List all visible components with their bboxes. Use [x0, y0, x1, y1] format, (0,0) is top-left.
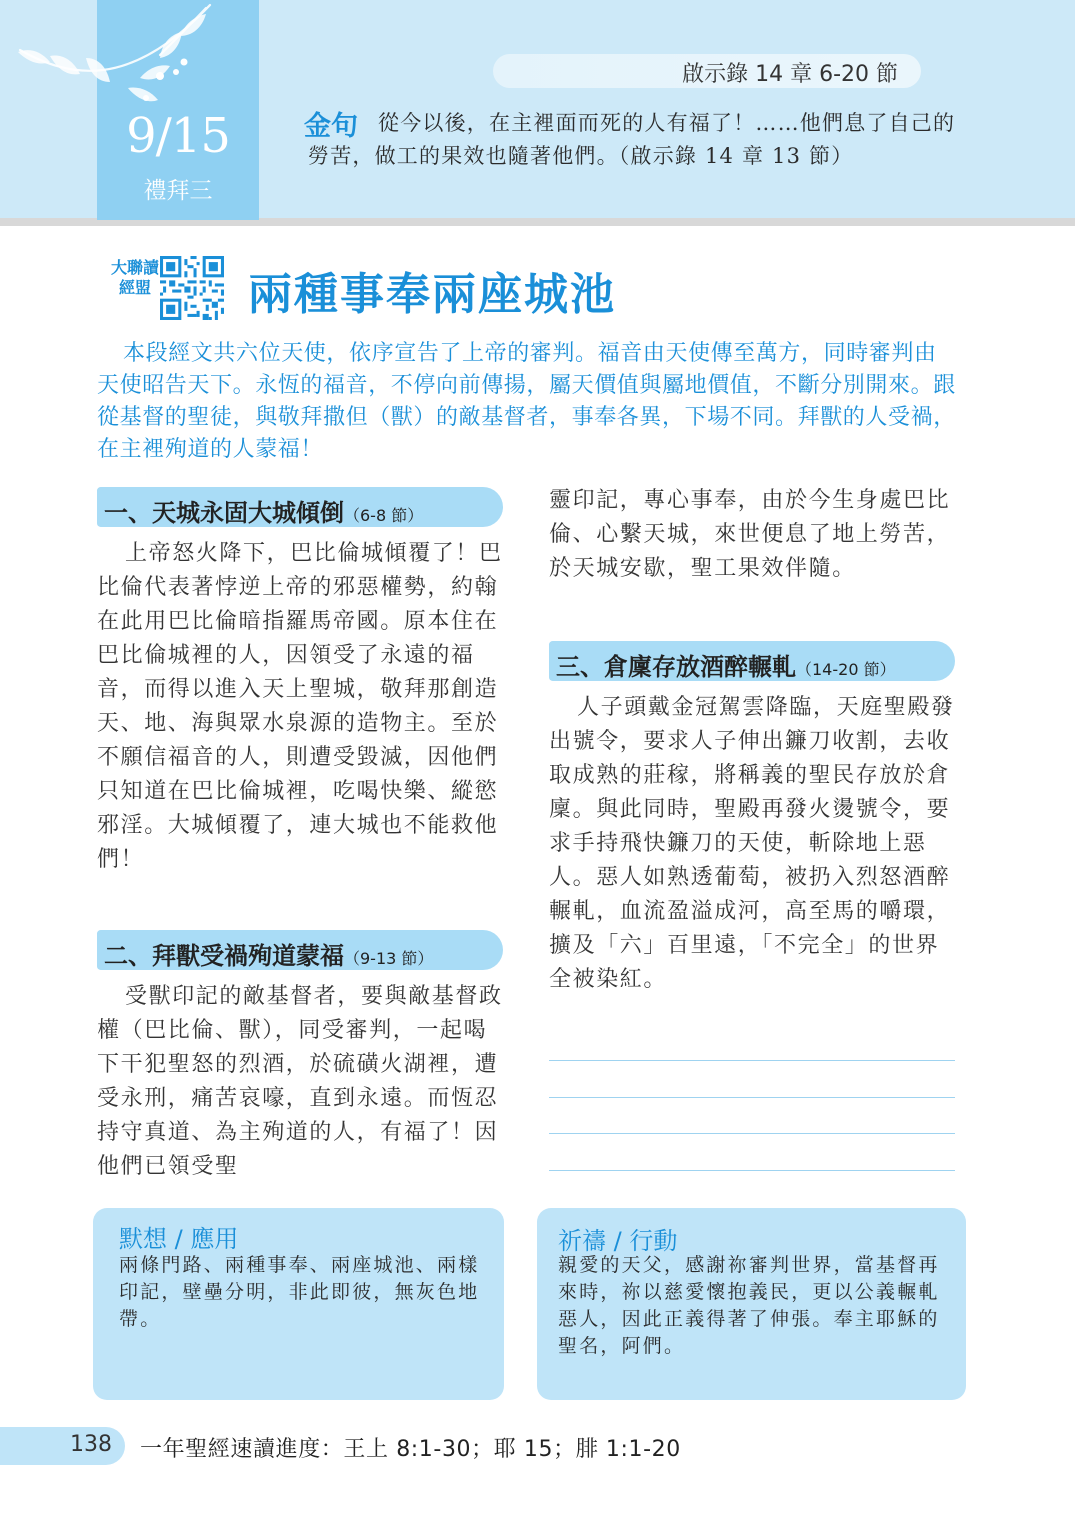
qr-caption: 大聯讀經盟 — [111, 258, 160, 297]
meditation-title: 默想 / 應用 — [119, 1225, 239, 1253]
date-number: 9/15 — [126, 108, 230, 164]
section-1-body: 上帝怒火降下，巴比倫城傾覆了！巴比倫代表著悖逆上帝的邪惡權勢，約翰在此用巴比倫暗指羅馬帝國。原本住在巴比倫城裡的人，因領受了永遠的福音，而得以進入天上聖城，敬拜那創造天、地、海與眾水泉源的造物主。至於不願信福音的人，則遭受毀滅，因他們只知道在巴比倫城裡，吃喝快樂、縱慾邪淫。大城傾覆了，連大城也不能救他們！ — [97, 541, 503, 872]
section-2-title — [104, 936, 433, 971]
section-1-ref: （6-8 節） — [344, 506, 424, 525]
reading-progress: 一年聖經速讀進度：王上 8:1-30；耶 15；腓 1:1-20 — [140, 1437, 681, 1462]
section-2-body: 受獸印記的敵基督者，要與敵基督政權（巴比倫、獸），同受審判，一起喝下干犯聖怒的烈酒，於硫磺火湖裡，遭受永刑，痛苦哀嚎，直到永遠。而恆忍持守真道、為主殉道的人，有福了！因他們已領受聖 — [97, 984, 503, 1179]
section-3-title — [556, 647, 896, 682]
intro-paragraph: 本段經文共六位天使，依序宣告了上帝的審判。福音由天使傳至萬方，同時審判由天使昭告天下。永恆的福音，不停向前傳揚，屬天價值與屬地價值，不斷分別開來。跟從基督的聖徒，與敬拜撒但（獸）的敵基督者，事奉各異，下場不同。拜獸的人受禍，在主裡殉道的人蒙福！ — [97, 341, 956, 462]
note-line — [549, 1097, 955, 1098]
section-2-continuation: 靈印記，專心事奉，由於今生身處巴比倫、心繫天城，來世便息了地上勞苦，於天城安歇，聖工果效伴隨。 — [549, 488, 951, 581]
page-title: 兩種事奉兩座城池 — [248, 269, 616, 320]
section-3-body: 人子頭戴金冠駕雲降臨，天庭聖殿發出號令，要求人子伸出鐮刀收割，去收取成熟的莊稼，將稱義的聖民存放於倉廩。與此同時，聖殿再發火燙號令，要求手持飛快鐮刀的天使，斬除地上惡人。惡人如熟透葡萄，被扔入烈怒酒醉輾軋，血流盈溢成河，高至馬的嚼環，擴及「六」百里遠，「不完全」的世界全被染紅。 — [549, 695, 955, 992]
note-line — [549, 1170, 955, 1171]
qr-code-icon[interactable] — [160, 256, 224, 320]
weekday-label: 禮拜三 — [143, 178, 213, 204]
note-line — [549, 1060, 955, 1061]
prayer-text: 親愛的天父，感謝祢審判世界，當基督再來時，祢以慈愛懷抱義民，更以公義輾軋惡人，因此正義得著了伸張。奉主耶穌的聖名，阿們。 — [558, 1254, 940, 1357]
section-2-heading: 二、拜獸受禍殉道蒙福 — [104, 942, 344, 970]
note-line — [549, 1133, 955, 1134]
section-1-title — [104, 493, 423, 528]
prayer-title: 祈禱 / 行動 — [558, 1227, 678, 1255]
section-1-heading: 一、天城永固大城傾倒 — [104, 499, 344, 527]
golden-verse-text: 從今以後，在主裡面而死的人有福了！……他們息了自己的勞苦，做工的果效也隨著他們。（啟示錄 14 章 13 節） — [308, 111, 956, 168]
section-2-ref: （9-13 節） — [344, 949, 434, 968]
scripture-reference: 啟示錄 14 章 6-20 節 — [682, 62, 898, 87]
page-number: 138 — [70, 1432, 112, 1457]
section-3-ref: （14-20 節） — [796, 660, 896, 679]
meditation-text: 兩條門路、兩種事奉、兩座城池、兩樣印記，壁壘分明，非此即彼，無灰色地帶。 — [119, 1254, 480, 1330]
leaf-branch-icon — [10, 0, 220, 120]
section-3-heading: 三、倉廩存放酒醉輾軋 — [556, 653, 796, 681]
golden-verse-label: 金句 — [304, 111, 358, 142]
